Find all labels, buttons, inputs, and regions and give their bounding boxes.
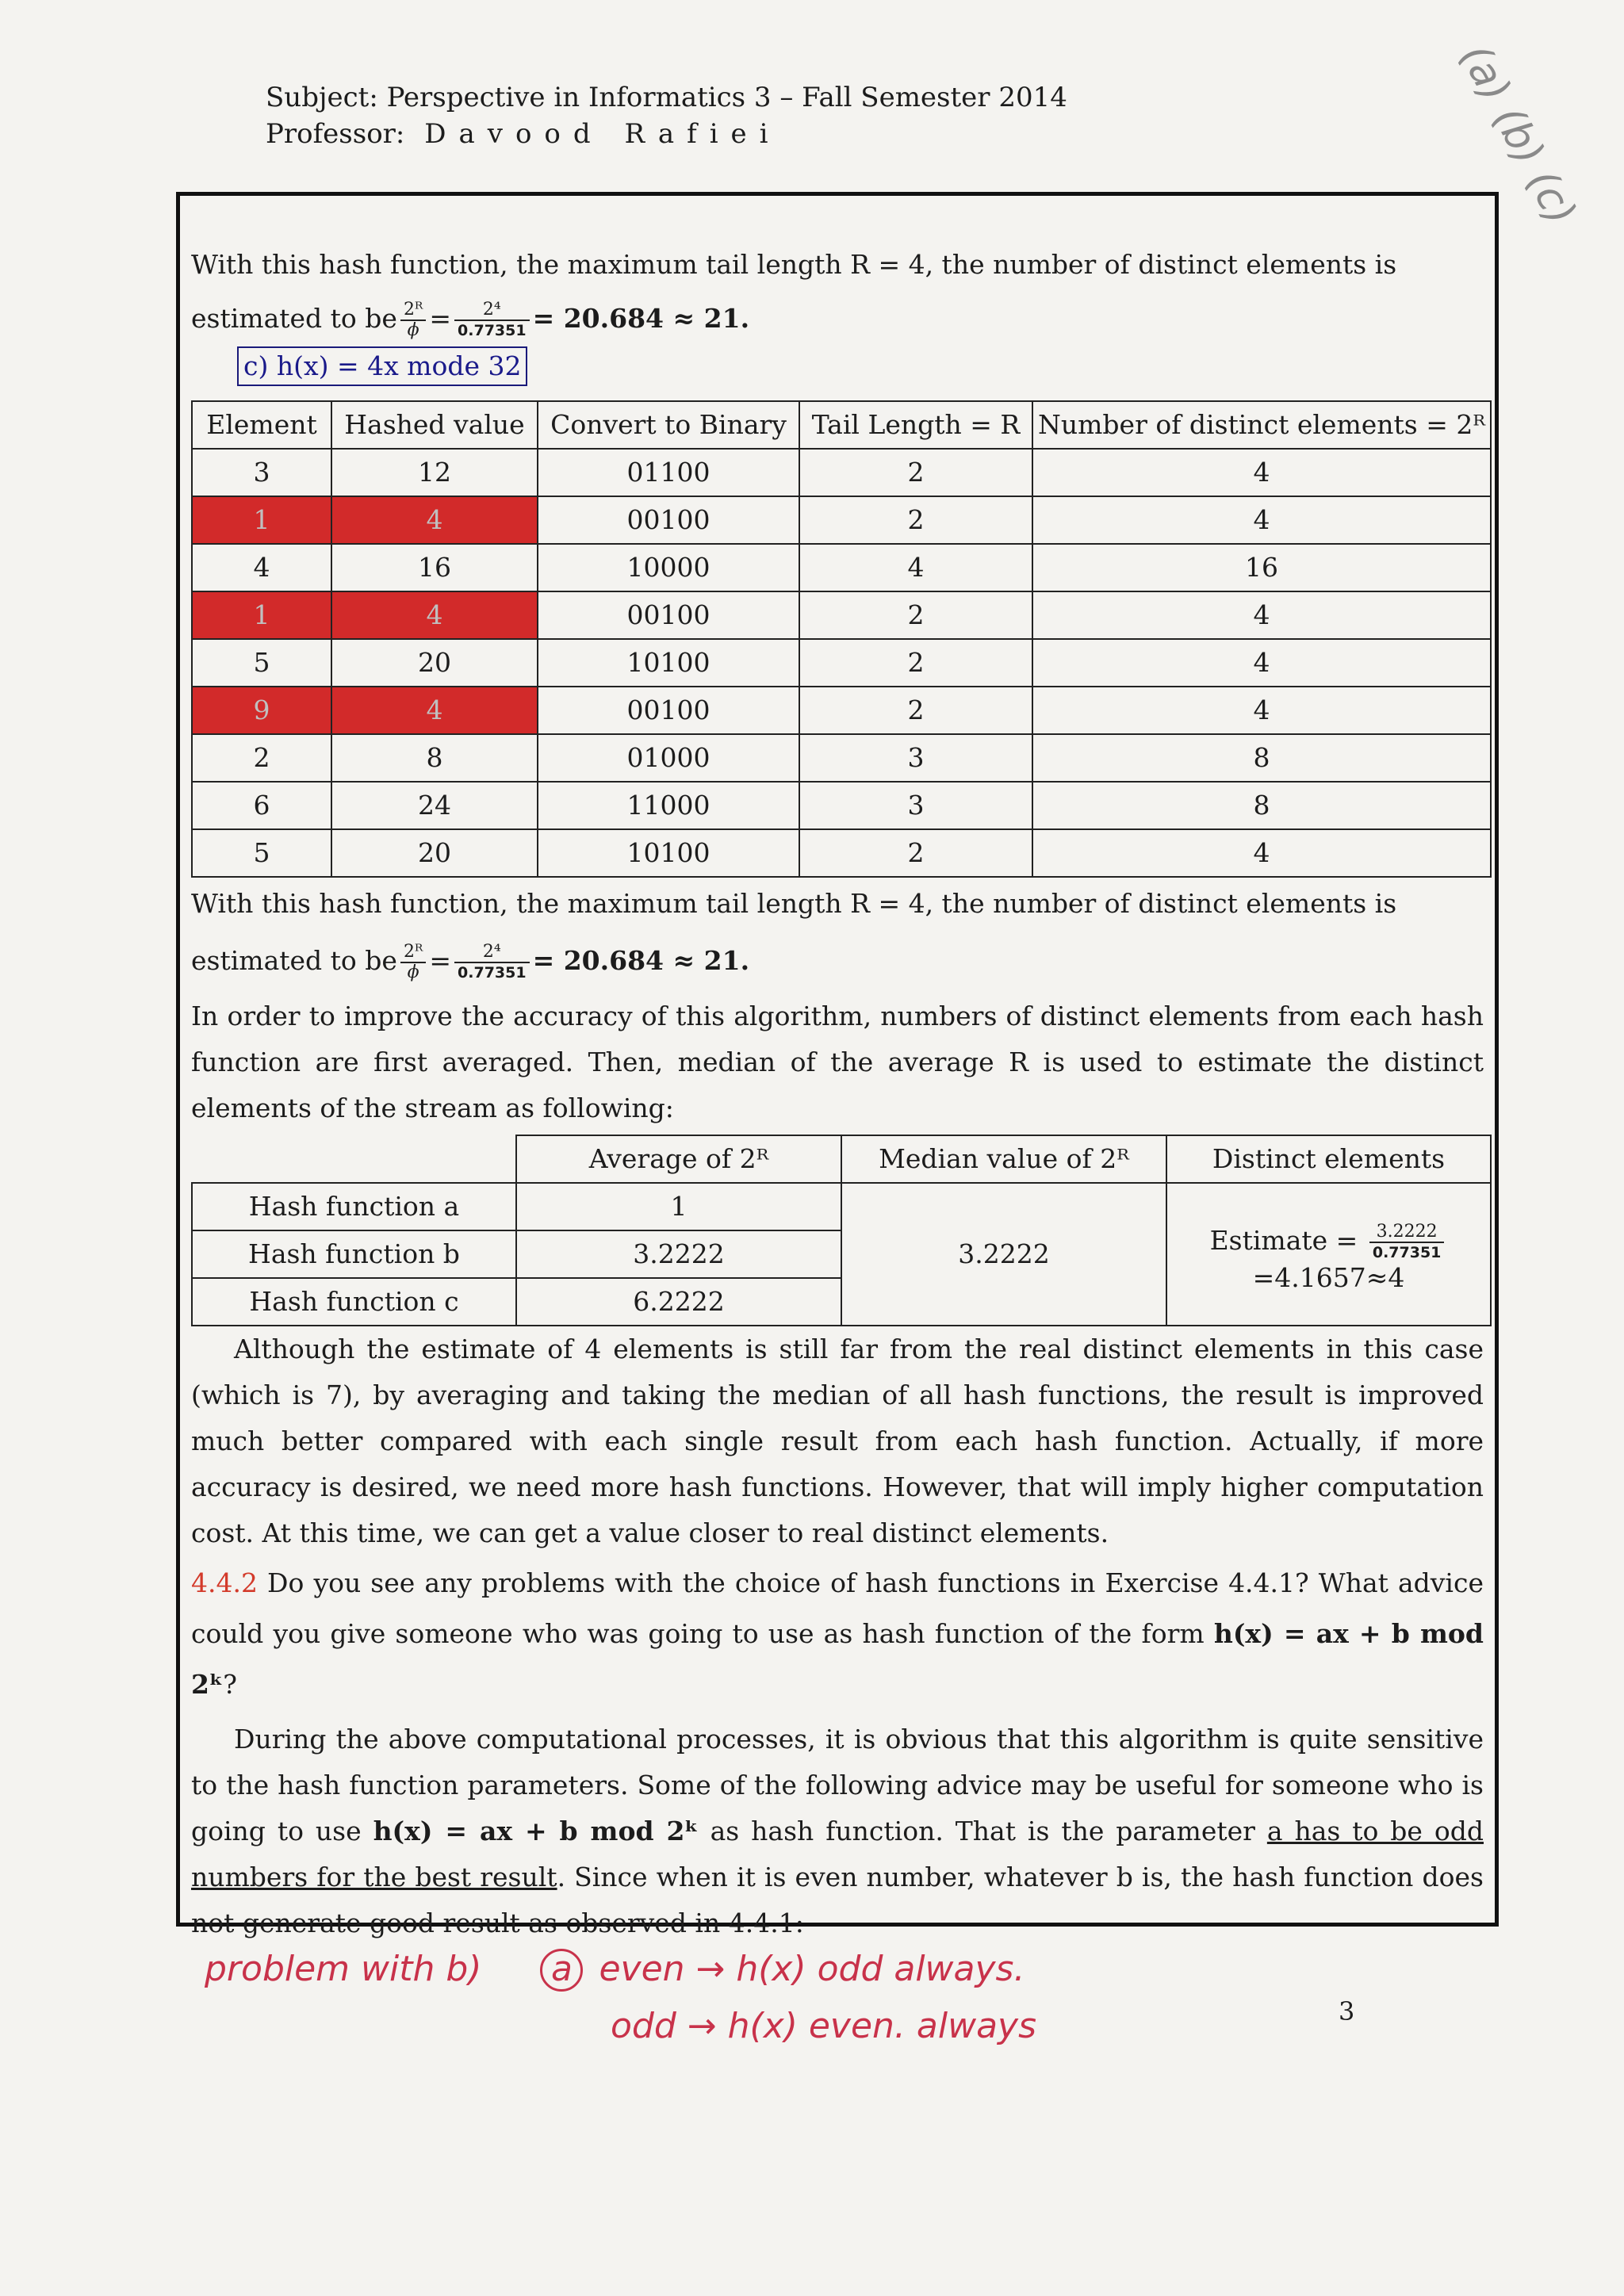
cell-tail-length: 2	[799, 687, 1032, 734]
estimate-line	[1167, 1223, 1490, 1262]
advice-underlined: a has to be odd numbers for the best result	[191, 1816, 1484, 1892]
hand-circled-a: a	[540, 1949, 583, 1992]
cell-tail-length: 2	[799, 591, 1032, 639]
col-distinct-elements: Number of distinct elements = 2ᴿ	[1032, 401, 1491, 449]
col-tail-length: Tail Length = R	[799, 401, 1032, 449]
professor-name: Davood Rafiei	[424, 118, 781, 150]
frac-num: 2⁴	[454, 300, 530, 321]
cell-distinct: 4	[1032, 496, 1491, 544]
estimate-prefix: estimated to be	[191, 945, 397, 976]
mid-estimate-formula	[191, 938, 1484, 984]
col-element: Element	[192, 401, 331, 449]
estimate-label: Estimate =	[1209, 1225, 1358, 1256]
answer-box	[176, 192, 1499, 1938]
estimate-result: =4.1657≈4	[1252, 1262, 1405, 1293]
col-binary: Convert to Binary	[538, 401, 799, 449]
subject-line: Subject: Perspective in Informatics 3 – Fall Semester 2014	[266, 82, 1067, 113]
question-number: 4.4.2	[191, 1567, 258, 1598]
estimate-result: = 20.684 ≈ 21.	[532, 303, 750, 334]
cell-binary: 10000	[538, 544, 799, 591]
hand-problem-with-b: problem with b)	[205, 1949, 482, 1989]
during-text-3: . Since when it is even number, whatever b is, the hash function does not generate good result as observed in 4.4.1:	[191, 1862, 1484, 1938]
cell-distinct: 4	[1032, 449, 1491, 496]
table-row	[192, 544, 1491, 591]
col-distinct: Distinct elements	[1166, 1135, 1491, 1183]
frac-den: ϕ	[407, 320, 419, 340]
cell-tail-length: 2	[799, 449, 1032, 496]
fraction-24-phi	[454, 300, 530, 340]
page-number: 3	[1339, 1996, 1355, 2026]
cell-distinct: 8	[1032, 782, 1491, 829]
frac-num: 2ᴿ	[400, 943, 426, 963]
cell-tail-length: 3	[799, 734, 1032, 782]
question-4-4-2	[191, 1558, 1484, 1710]
paragraph-top-estimate	[191, 242, 1484, 288]
pencil-margin-note: (a) (b) (c)	[1450, 36, 1585, 233]
frac-den: 0.77351	[458, 322, 527, 339]
frac-num: 2ᴿ	[400, 300, 426, 321]
fraction-24-phi	[454, 943, 530, 982]
estimate-result: = 20.684 ≈ 21.	[532, 945, 750, 976]
equals-sign: =	[429, 303, 452, 334]
cell-element: 5	[192, 639, 331, 687]
table-row	[192, 639, 1491, 687]
equals-sign: =	[429, 945, 452, 976]
cell-hashed-value: 4	[331, 687, 538, 734]
cell-element: 6	[192, 782, 331, 829]
cell-element: 4	[192, 544, 331, 591]
cell-element: 5	[192, 829, 331, 877]
row-average: 6.2222	[516, 1278, 841, 1326]
during-formula: h(x) = ax + b mod 2ᵏ	[373, 1816, 699, 1846]
question-text: Do you see any problems with the choice of hash functions in Exercise 4.4.1? What advice could you give someone who was going to use as hash function of the form	[191, 1567, 1484, 1649]
frac-den: 0.77351	[458, 964, 527, 982]
cell-hashed-value: 4	[331, 496, 538, 544]
subheading-hash-c: c) h(x) = 4x mode 32	[237, 346, 527, 386]
cell-binary: 10100	[538, 639, 799, 687]
median-value: 3.2222	[841, 1183, 1166, 1326]
cell-binary: 01100	[538, 449, 799, 496]
table-row	[192, 782, 1491, 829]
cell-element: 1	[192, 496, 331, 544]
cell-distinct: 4	[1032, 591, 1491, 639]
frac-den: 0.77351	[1372, 1244, 1442, 1261]
cell-distinct: 4	[1032, 639, 1491, 687]
cell-binary: 10100	[538, 829, 799, 877]
row-average: 3.2222	[516, 1230, 841, 1278]
cell-tail-length: 2	[799, 496, 1032, 544]
cell-hashed-value: 24	[331, 782, 538, 829]
cell-distinct: 4	[1032, 687, 1491, 734]
cell-element: 3	[192, 449, 331, 496]
paragraph-although: Although the estimate of 4 elements is still far from the real distinct elements in this case (which is 7), by averaging and taking the median of all hash functions, the result is improved much better compared with each single result from each hash function. Actually, if more accuracy is desired, we need more hash functions. However, that will imply higher computation cost. At this time, we can get a value closer to real distinct elements.	[191, 1334, 1484, 1548]
cell-binary: 00100	[538, 687, 799, 734]
table-row	[192, 687, 1491, 734]
during-text-1: During the above computational processes, it is obvious that this algorithm is quite sensitive to the hash function parameters. Some of the following advice may be useful for someone who is going to use	[191, 1724, 1484, 1846]
paragraph-during	[191, 1716, 1484, 1946]
distinct-estimate	[1166, 1183, 1491, 1326]
during-text-2: as hash function. That is the parameter	[698, 1816, 1267, 1846]
cell-binary: 01000	[538, 734, 799, 782]
blank-cell	[192, 1135, 516, 1183]
cell-binary: 00100	[538, 496, 799, 544]
cell-distinct: 4	[1032, 829, 1491, 877]
row-label: Hash function a	[192, 1183, 516, 1230]
fraction-2r-phi	[400, 943, 426, 982]
frac-num: 2⁴	[454, 943, 530, 963]
hash-function-c-table	[191, 400, 1492, 878]
cell-distinct: 8	[1032, 734, 1491, 782]
estimate-fraction	[1369, 1223, 1445, 1262]
row-average: 1	[516, 1183, 841, 1230]
fraction-2r-phi	[400, 300, 426, 340]
avg-table-header-row	[192, 1135, 1491, 1183]
cell-hashed-value: 20	[331, 829, 538, 877]
professor-line	[266, 116, 1067, 152]
top-estimate-formula	[191, 296, 1484, 342]
paragraph-mid-estimate	[191, 881, 1484, 927]
document-header	[266, 79, 1067, 152]
cell-hashed-value: 20	[331, 639, 538, 687]
row-label: Hash function b	[192, 1230, 516, 1278]
estimate-prefix: estimated to be	[191, 303, 397, 334]
cell-binary: 11000	[538, 782, 799, 829]
col-median: Median value of 2ᴿ	[841, 1135, 1166, 1183]
question-end: ?	[223, 1669, 237, 1700]
cell-element: 1	[192, 591, 331, 639]
cell-tail-length: 3	[799, 782, 1032, 829]
average-median-table	[191, 1135, 1492, 1326]
cell-distinct: 16	[1032, 544, 1491, 591]
cell-tail-length: 2	[799, 829, 1032, 877]
cell-hashed-value: 8	[331, 734, 538, 782]
col-average: Average of 2ᴿ	[516, 1135, 841, 1183]
hash-table-header-row	[192, 401, 1491, 449]
handwritten-note-line-2: odd → h(x) even. always	[611, 2006, 1037, 2046]
cell-binary: 00100	[538, 591, 799, 639]
table-row	[192, 449, 1491, 496]
col-hashed-value: Hashed value	[331, 401, 538, 449]
cell-hashed-value: 16	[331, 544, 538, 591]
table-row	[192, 496, 1491, 544]
cell-hashed-value: 4	[331, 591, 538, 639]
cell-tail-length: 4	[799, 544, 1032, 591]
professor-label: Professor:	[266, 118, 405, 150]
cell-hashed-value: 12	[331, 449, 538, 496]
frac-den: ϕ	[407, 962, 419, 982]
frac-num: 3.2222	[1369, 1223, 1445, 1243]
cell-element: 2	[192, 734, 331, 782]
avg-row-a	[192, 1183, 1491, 1230]
hand-even-odd: even → h(x) odd always.	[599, 1949, 1025, 1989]
handwritten-note-line-1	[205, 1949, 1025, 1992]
question-formula: h(x) = ax + b mod 2ᵏ	[191, 1618, 1484, 1700]
row-label: Hash function c	[192, 1278, 516, 1326]
top-estimate-text: With this hash function, the maximum tail length R = 4, the number of distinct elements is	[191, 249, 1397, 280]
table-row	[192, 734, 1491, 782]
table-row	[192, 591, 1491, 639]
mid-estimate-text: With this hash function, the maximum tail length R = 4, the number of distinct elements is	[191, 888, 1397, 919]
cell-element: 9	[192, 687, 331, 734]
table-row	[192, 829, 1491, 877]
paragraph-improve-accuracy: In order to improve the accuracy of this algorithm, numbers of distinct elements from each hash function are first averaged. Then, median of the average R is used to estimate the distinct elements of the stream as following:	[191, 1001, 1484, 1123]
cell-tail-length: 2	[799, 639, 1032, 687]
